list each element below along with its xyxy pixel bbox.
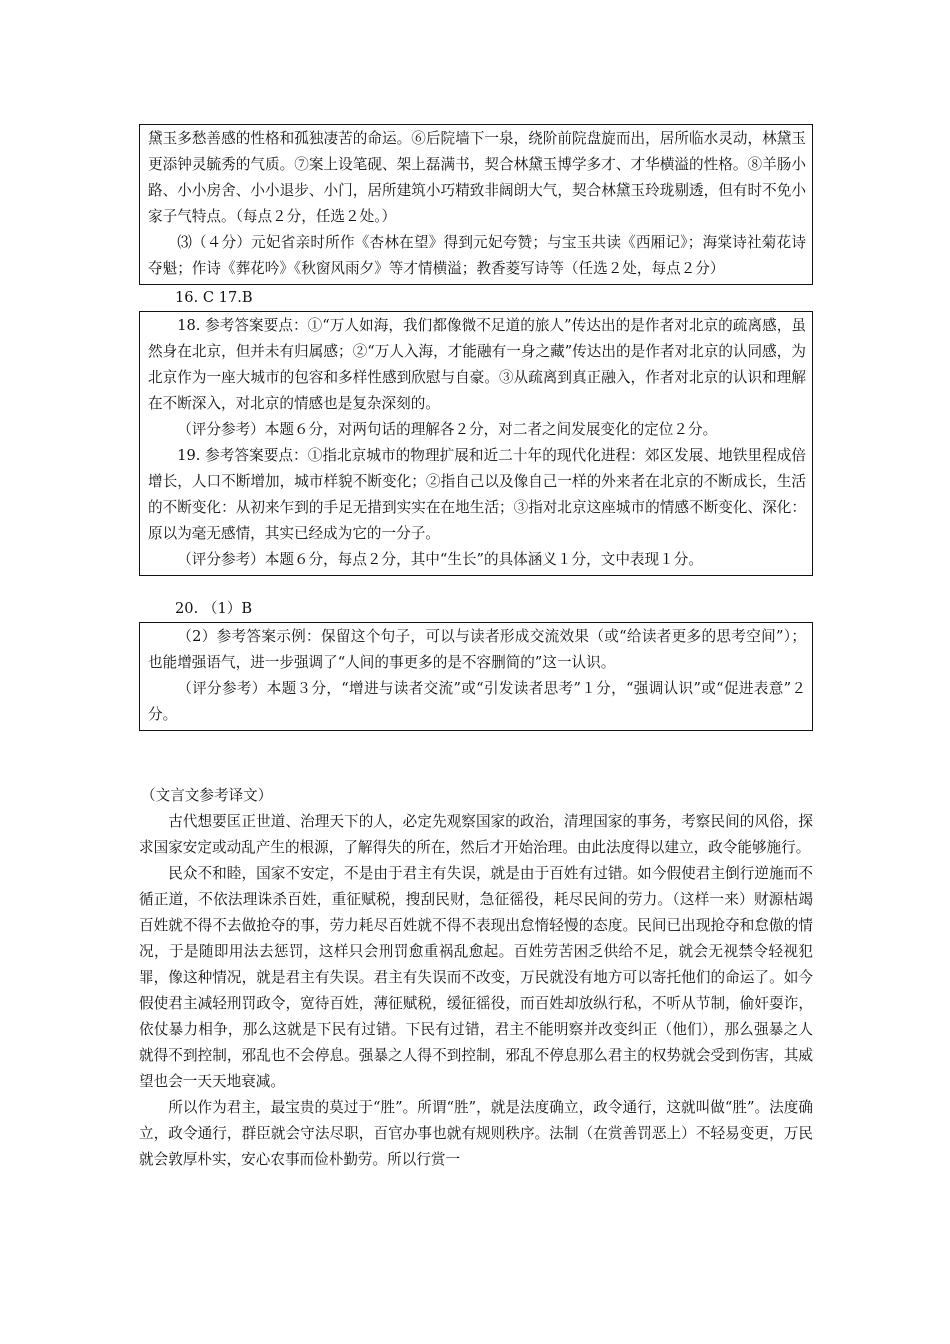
answer-19-text: 19. 参考答案要点：①指北京城市的物理扩展和近二十年的现代化进程：郊区发展、地铁里程成倍增长，人口不断增加，城市样貌不断变化；②指自己以及像自己一样的外来者在北京的不断成长，生活的不断变化：从初来乍到的手足无措到实实在在地生活；③指对北京这座城市的情感不断变化、深化：原以为毫无感情，其实已经成为它的一分子。 xyxy=(148,447,806,542)
answer-box-20 xyxy=(139,622,813,731)
answer-box-15 xyxy=(139,124,813,285)
document-page xyxy=(139,124,813,1173)
answer-19-score: （评分参考）本题６分，每点２分，其中“生长”的具体涵义１分，文中表现１分。 xyxy=(177,551,703,568)
answer-18-score: （评分参考）本题６分，对两句话的理解各２分，对二者之间发展变化的定位２分。 xyxy=(177,421,718,438)
answer-20-2-text: （2）参考答案示例：保留这个句子，可以与读者形成交流效果（或“给读者更多的思考空间”）；也能增强语气，进一步强调了“人间的事更多的是不容删简的”这一认识。 xyxy=(148,628,806,671)
translation-heading: （文言文参考译文） xyxy=(141,787,273,804)
answer-20-1: 20. （1）B xyxy=(175,600,253,617)
answers-16-17: 16. C 17.B xyxy=(175,289,253,306)
answer-box-18-19 xyxy=(139,311,813,576)
answer-15-3-text: ⑶（４分）元妃省亲时所作《杏林在望》得到元妃夸赞；与宝玉共读《西厢记》；海棠诗社菊花诗夺魁；作诗《葬花吟》《秋窗风雨夕》等才情横溢；教香菱写诗等（任选２处，每点２分） xyxy=(148,234,806,277)
translation-paragraph-2: 民众不和睦，国家不安定，不是由于君主有失误，就是由于百姓有过错。如今假使君主倒行逆施而不循正道，不依法理诛杀百姓，重征赋税，搜刮民财，急征徭役，耗尽民间的劳力。（这样一来）财源枯竭百姓就不得不去做抢夺的事，劳力耗尽百姓就不得不表现出怠惰轻慢的态度。民间已出现抢夺和怠傲的情况，于是随即用法去惩罚，这样只会刑罚愈重祸乱愈起。百姓劳苦困乏供给不足，就会无视禁令轻视犯罪，像这种情况，就是君主有失误。君主有失误而不改变，万民就没有地方可以寄托他们的命运了。如今假使君主减轻刑罚政令，宽待百姓，薄征赋税，缓征徭役，而百姓却放纵行私，不听从节制，偷奸耍诈，依仗暴力相争，那么这就是下民有过错。下民有过错，君主不能明察并改变纠正（他们），那么强暴之人就得不到控制，邪乱也不会停息。强暴之人得不到控制，邪乱不停息那么君主的权势就会受到伤害，其威望也会一天天地衰减。 xyxy=(139,865,813,1090)
answer-18-text: 18. 参考答案要点：①“万人如海，我们都像微不足道的旅人”传达出的是作者对北京的疏离感，虽然身在北京，但并未有归属感；②“万人入海，才能融有一身之藏”传达出的是作者对北京的认同感，为北京作为一座大城市的包容和多样性感到欣慰与自豪。③从疏离到真正融入，作者对北京的认识和理解在不断深入，对北京的情感也是复杂深刻的。 xyxy=(148,317,806,412)
translation-paragraph-3: 所以作为君主，最宝贵的莫过于“胜”。所谓“胜”，就是法度确立，政令通行，这就叫做“胜”。法度确立，政令通行，群臣就会守法尽职，百官办事也就有规则秩序。法制（在赏善罚恶上）不轻易变更，万民就会敦厚朴实，安心农事而俭朴勤劳。所以行赏一 xyxy=(139,1099,813,1168)
answer-20-score: （评分参考）本题３分，“增进与读者交流”或“引发读者思考”１分，“强调认识”或“促进表意”２分。 xyxy=(148,680,806,723)
answer-15-2-text: 黛玉多愁善感的性格和孤独凄苦的命运。⑥后院墙下一泉，绕阶前院盘旋而出，居所临水灵动，林黛玉更添钟灵毓秀的气质。⑦案上设笔砚、架上磊满书，契合林黛玉博学多才、才华横溢的性格。⑧羊肠小路、小小房舍、小小退步、小门，居所建筑小巧精致非阔朗大气，契合林黛玉玲珑剔透，但有时不免小家子气特点。（每点２分，任选２处。） xyxy=(148,130,806,225)
classical-translation xyxy=(139,783,813,1173)
translation-paragraph-1: 古代想要匡正世道、治理天下的人，必定先观察国家的政治，清理国家的事务，考察民间的风俗，探求国家安定或动乱产生的根源，了解得失的所在，然后才开始治理。由此法度得以建立，政令能够施行。 xyxy=(139,813,813,856)
